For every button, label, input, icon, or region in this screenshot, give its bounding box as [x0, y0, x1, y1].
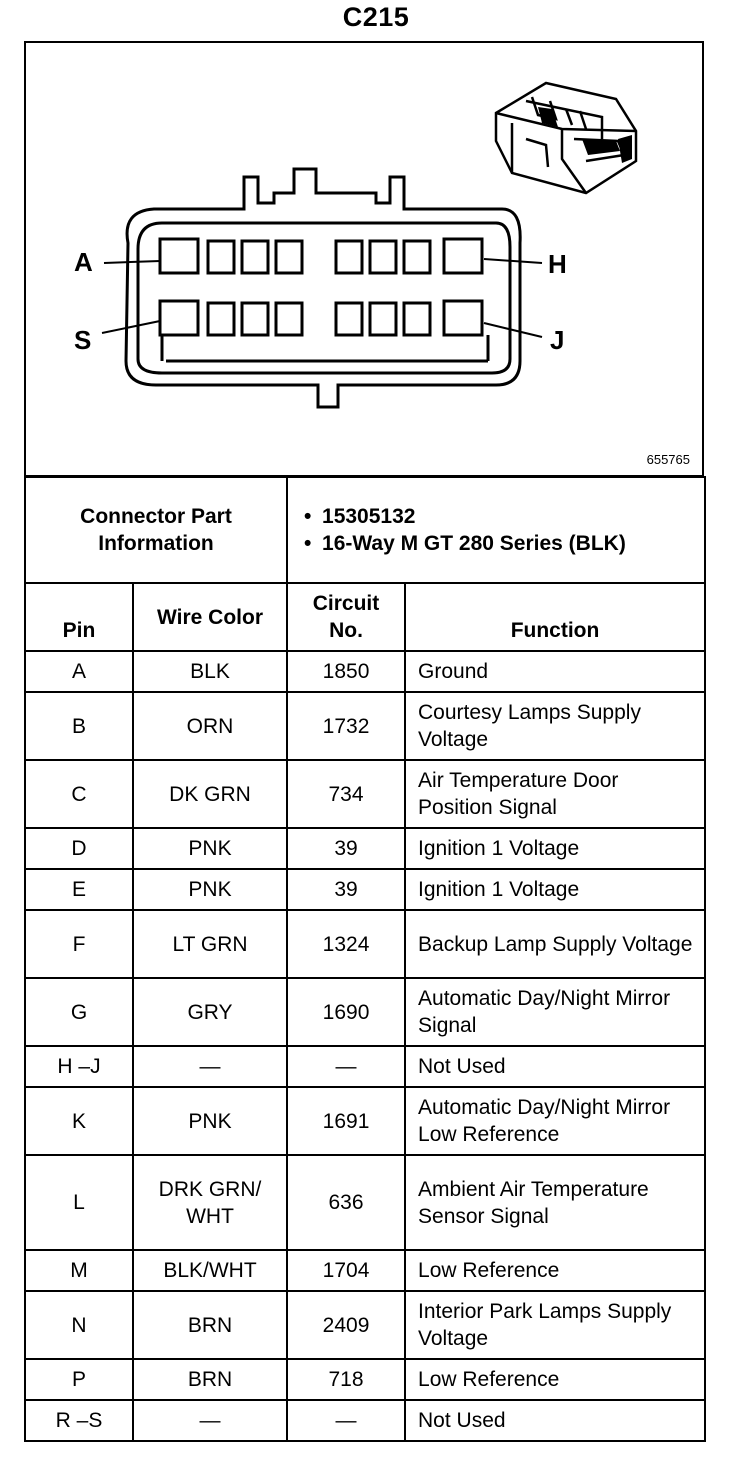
connector-info-label: Connector Part Information: [80, 505, 232, 555]
pin-cell: L: [25, 1155, 133, 1250]
wire-color-cell: ORN: [133, 692, 287, 760]
table-row: [25, 869, 705, 910]
connector-info-list-cell: [287, 477, 705, 583]
table-row: [25, 1155, 705, 1250]
connector-series: • 16-Way M GT 280 Series (BLK): [296, 530, 696, 557]
pin-cell: D: [25, 828, 133, 869]
function-cell: Not Used: [405, 1046, 705, 1087]
wire-color-cell: LT GRN: [133, 910, 287, 978]
table-row: [25, 1359, 705, 1400]
wire-color-cell: GRY: [133, 978, 287, 1046]
wire-color-cell: BLK/WHT: [133, 1250, 287, 1291]
table-row: [25, 1291, 705, 1359]
wire-color-cell: BLK: [133, 651, 287, 692]
pin-cell: G: [25, 978, 133, 1046]
wire-color-cell: PNK: [133, 1087, 287, 1155]
table-row: [25, 1250, 705, 1291]
pin-cell: M: [25, 1250, 133, 1291]
table-row: [25, 760, 705, 828]
function-cell: Ground: [405, 651, 705, 692]
pin-cell: R –S: [25, 1400, 133, 1441]
function-cell: Backup Lamp Supply Voltage: [405, 910, 705, 978]
table-row: [25, 978, 705, 1046]
table-row: [25, 692, 705, 760]
function-cell: Ignition 1 Voltage: [405, 828, 705, 869]
table-row: [25, 910, 705, 978]
pin-cell: H –J: [25, 1046, 133, 1087]
wire-color-cell: DK GRN: [133, 760, 287, 828]
pin-cell: B: [25, 692, 133, 760]
figure-id: 655765: [646, 452, 690, 467]
table-header-row: [25, 583, 705, 651]
function-cell: Ignition 1 Voltage: [405, 869, 705, 910]
circuit-cell: 1690: [287, 978, 405, 1046]
pin-cell: A: [25, 651, 133, 692]
function-cell: Automatic Day/Night Mirror Low Reference: [405, 1087, 705, 1155]
pin-cell: P: [25, 1359, 133, 1400]
wire-color-cell: PNK: [133, 869, 287, 910]
pin-label-a: A: [74, 247, 93, 277]
circuit-cell: 718: [287, 1359, 405, 1400]
table-row: [25, 1400, 705, 1441]
circuit-cell: —: [287, 1046, 405, 1087]
part-number: • 15305132: [296, 503, 696, 530]
circuit-cell: 39: [287, 869, 405, 910]
pin-label-j: J: [550, 325, 565, 355]
table-row: [25, 828, 705, 869]
function-cell: Low Reference: [405, 1250, 705, 1291]
connector-title: C215: [342, 2, 410, 32]
circuit-cell: 39: [287, 828, 405, 869]
pin-label-s: S: [74, 325, 92, 355]
circuit-cell: 1704: [287, 1250, 405, 1291]
function-cell: Not Used: [405, 1400, 705, 1441]
connector-3d-sketch: [496, 83, 636, 193]
top-row-cavities: [160, 239, 482, 273]
table-row: [25, 1087, 705, 1155]
pin-cell: F: [25, 910, 133, 978]
circuit-cell: 1691: [287, 1087, 405, 1155]
column-header-pin: Pin: [25, 583, 133, 651]
wire-color-cell: —: [133, 1046, 287, 1087]
function-cell: Automatic Day/Night Mirror Signal: [405, 978, 705, 1046]
function-cell: Ambient Air Temperature Sensor Signal: [405, 1155, 705, 1250]
circuit-cell: —: [287, 1400, 405, 1441]
table-row: [25, 1046, 705, 1087]
bottom-row-cavities: [160, 301, 482, 335]
pin-label-h: H: [548, 249, 567, 279]
connector-diagram-panel: [24, 41, 704, 477]
circuit-cell: 734: [287, 760, 405, 828]
pin-cell: E: [25, 869, 133, 910]
column-header-wire-color: Wire Color: [133, 583, 287, 651]
circuit-cell: 1324: [287, 910, 405, 978]
connector-pinout-table: [24, 476, 706, 1442]
function-cell: Low Reference: [405, 1359, 705, 1400]
column-header-circuit-no: Circuit No.: [287, 583, 405, 651]
connector-3d-shading: [538, 107, 632, 163]
connector-face-diagram: [26, 43, 702, 475]
table-row: [25, 651, 705, 692]
wire-color-cell: BRN: [133, 1291, 287, 1359]
circuit-cell: 1732: [287, 692, 405, 760]
connector-info-label-cell: [25, 477, 287, 583]
function-cell: Air Temperature Door Position Signal: [405, 760, 705, 828]
connector-info-list: [296, 503, 696, 557]
pin-cell: C: [25, 760, 133, 828]
pin-leader-lines: [102, 259, 542, 337]
function-cell: Interior Park Lamps Supply Voltage: [405, 1291, 705, 1359]
function-cell: Courtesy Lamps Supply Voltage: [405, 692, 705, 760]
wire-color-cell: PNK: [133, 828, 287, 869]
wire-color-cell: BRN: [133, 1359, 287, 1400]
circuit-cell: 1850: [287, 651, 405, 692]
wire-color-cell: DRK GRN/ WHT: [133, 1155, 287, 1250]
circuit-cell: 2409: [287, 1291, 405, 1359]
pinout-rows: [25, 651, 705, 1441]
pin-cell: N: [25, 1291, 133, 1359]
pin-cell: K: [25, 1087, 133, 1155]
circuit-cell: 636: [287, 1155, 405, 1250]
wire-color-cell: —: [133, 1400, 287, 1441]
connector-outline: [126, 169, 520, 407]
column-header-function: Function: [405, 583, 705, 651]
connector-info-row: [25, 477, 705, 583]
